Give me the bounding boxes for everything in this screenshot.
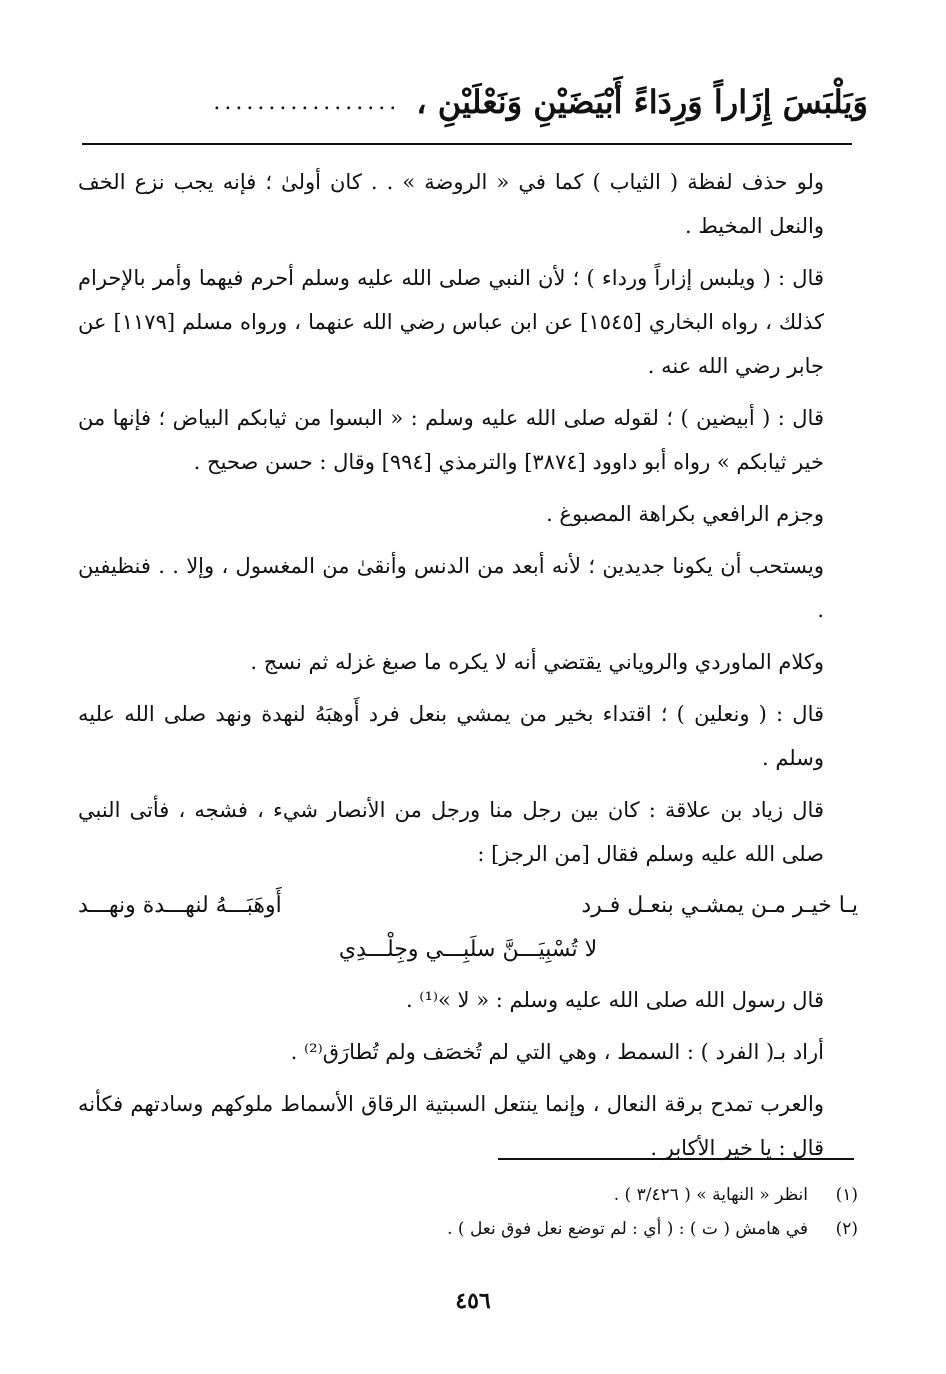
poem-hemistich: لا تُسْبِيَـــنَّ سلَبِـــي وجِلْـــدِي	[338, 937, 598, 962]
paragraph: ويستحب أن يكونا جديدين ؛ لأنه أبعد من الدنس وأنقىٰ من المغسول ، وإلا . . فنظيفين .	[78, 554, 824, 622]
paragraph: وكلام الماوردي والروياني يقتضي أنه لا يكره ما صبغ غزله ثم نسج .	[250, 650, 824, 674]
paragraph: قال رسول الله صلى الله عليه وسلم : « لا »⁽¹⁾ .	[405, 988, 824, 1012]
paragraph: والعرب تمدح برقة النعال ، وإنما ينتعل السبتية الرقاق الأسماط ملوكهم وسادتهم فكأنه قال : يا خير الأكابر .	[78, 1092, 824, 1160]
footnote-number: (٢)	[835, 1219, 858, 1239]
body-text	[78, 160, 858, 1178]
page-number: ٤٥٦	[455, 1288, 491, 1314]
footnote-rule	[498, 1158, 854, 1160]
paragraph: قال : ( ونعلين ) ؛ اقتداء بخير من يمشي بنعل فرد أَوهبَهُ لنهدة ونهد صلى الله عليه وسلم .	[78, 702, 824, 770]
poem-line-2	[78, 928, 858, 972]
paragraph: وجزم الرافعي بكراهة المصبوغ .	[546, 502, 824, 526]
running-header	[78, 72, 868, 132]
poem-hemistich: يـا خيـر مـن يمشـي بنعـل فـرد	[581, 893, 858, 918]
paragraph: قال : ( ويلبس إزاراً ورداء ) ؛ لأن النبي صلى الله عليه وسلم أحرم فيهما وأمر بالإحرام كذلك ، رواه البخاري [١٥٤٥] عن ابن عباس رضي الله عنهما ، ورواه مسلم [١١٧٩] عن جابر رضي الله عنه .	[78, 266, 824, 378]
poem	[78, 884, 858, 972]
paragraph: ولو حذف لفظة ( الثياب ) كما في « الروضة » . . كان أولىٰ ؛ فإنه يجب نزع الخف والنعل المخيط .	[78, 170, 824, 238]
paragraph: قال زياد بن علاقة : كان بين رجل منا ورجل من الأنصار شيء ، فشجه ، فأتى النبي صلى الله عليه وسلم فقال [من الرجز] :	[78, 798, 824, 866]
footnote-text: في هامش ( ت ) : ( أي : لم توضع نعل فوق نعل ) .	[447, 1219, 808, 1239]
poem-hemistich: أَوهَبَـــهُ لنهـــدة ونهـــد	[78, 893, 282, 918]
header-rule	[82, 143, 852, 145]
header-title: وَيَلْبَسَ إِزَاراً وَرِدَاءً أَبْيَضَيْنِ وَنَعْلَيْنِ ،	[416, 83, 868, 121]
footnote-text: انظر « النهاية » ( ٣/٤٢٦ ) .	[613, 1185, 808, 1205]
header-dots: .................	[213, 89, 401, 115]
poem-line-1	[78, 884, 858, 928]
footnote	[78, 1212, 858, 1246]
footnotes	[78, 1178, 858, 1246]
paragraph: أراد بـ( الفرد ) : السمط ، وهي التي لم تُخصَف ولم تُطارَق⁽²⁾ .	[290, 1040, 824, 1064]
paragraph: قال : ( أبيضين ) ؛ لقوله صلى الله عليه وسلم : « البسوا من ثيابكم البياض ؛ فإنها من خير ثيابكم » رواه أبو داوود [٣٨٧٤] والترمذي [٩٩٤] وقال : حسن صحيح .	[78, 406, 824, 474]
footnote	[78, 1178, 858, 1212]
footnote-number: (١)	[835, 1185, 858, 1205]
